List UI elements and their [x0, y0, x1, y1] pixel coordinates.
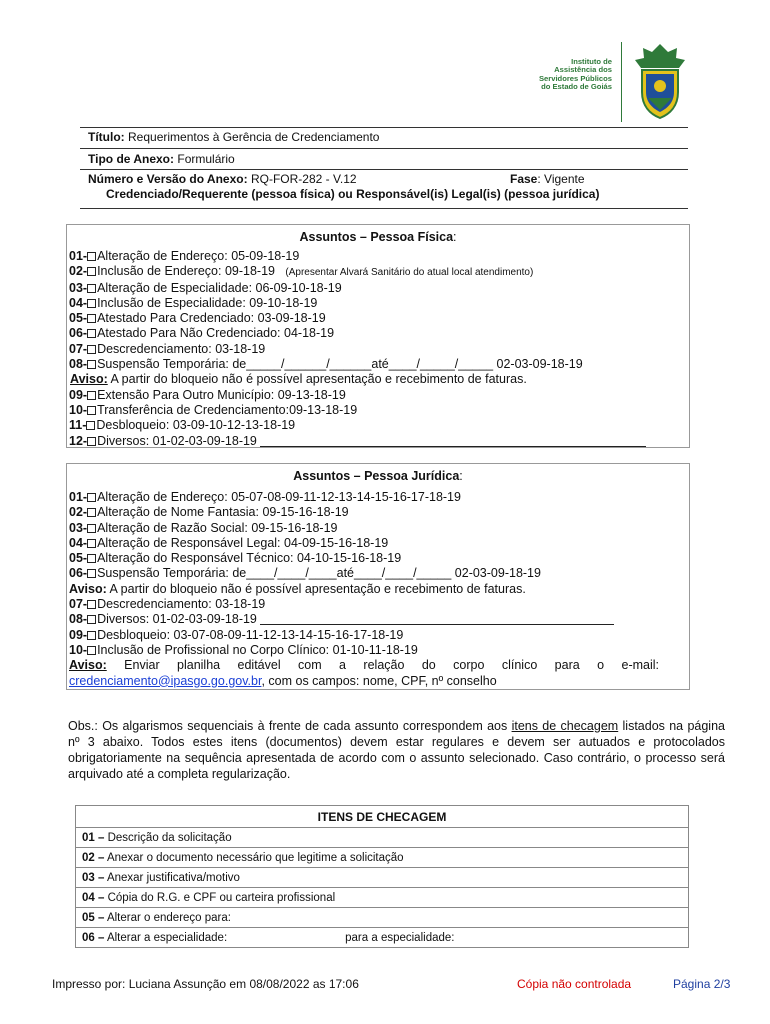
item-label: Suspensão Temporária: de_____/______/______até____/_____/_____ 02-03-09-18-19: [97, 357, 583, 372]
row-number: 05 –: [82, 911, 105, 924]
pj-aviso: [69, 582, 659, 597]
annex-type-row: [88, 152, 235, 166]
checkbox[interactable]: [87, 267, 96, 276]
pf-item-05[interactable]: [69, 311, 646, 326]
obs-text-after: listados na página nº 3 abaixo. Todos estes itens (documentos) devem estar regulares e devem ser autuados e protocolados obrigatoriamente na sequência apresentada de acordo com o assunto selecionado. Caso contrário, o processo será arquivado até a completa regularização.: [68, 719, 725, 781]
checkbox[interactable]: [87, 299, 96, 308]
pj-title-suffix: :: [459, 469, 463, 483]
pj-item-06[interactable]: [69, 566, 659, 581]
title-label: Título:: [88, 130, 125, 144]
item-number: 07-: [69, 341, 88, 356]
item-number: 06-: [69, 326, 88, 341]
table-row: [76, 848, 689, 868]
pf-item-07[interactable]: [69, 342, 646, 357]
annex-number-row: [88, 172, 357, 186]
item-number: 10-: [69, 402, 88, 417]
checkbox[interactable]: [87, 314, 96, 323]
row-text-2: para a especialidade:: [345, 931, 455, 944]
item-number: 07-: [69, 597, 88, 612]
item-label: Atestado Para Não Credenciado: 04-18-19: [97, 326, 335, 341]
row-number: 06 –: [82, 931, 105, 944]
aviso-text: A partir do bloqueio não é possível apresentação e recebimento de faturas.: [109, 581, 526, 596]
header-rule-3: [80, 169, 688, 170]
item-number: 02-: [69, 264, 88, 279]
pj-item-02[interactable]: [69, 505, 659, 520]
item-label: Alteração de Endereço: 05-07-08-09-11-12-13-14-15-16-17-18-19: [97, 490, 461, 504]
institution-logo-text: [536, 58, 612, 92]
item-label: Desbloqueio: 03-09-10-12-13-18-19: [96, 418, 296, 433]
aviso-text: Enviar planilha editável com a relação do corpo clínico para o e-mail:: [124, 658, 659, 673]
checkbox[interactable]: [87, 646, 96, 655]
obs-underlined: itens de checagem: [511, 719, 619, 733]
aviso-text: A partir do bloqueio não é possível apresentação e recebimento de faturas.: [110, 372, 527, 387]
item-number: 12-: [69, 433, 88, 448]
checklist-table: [75, 805, 689, 948]
item-label: Descredenciamento: 03-18-19: [97, 597, 266, 612]
checkbox[interactable]: [87, 508, 96, 517]
pj-title-text: Assuntos – Pessoa Jurídica: [293, 469, 460, 483]
aviso-label: Aviso:: [70, 372, 108, 387]
item-label: Inclusão de Endereço: 09-18-19: [97, 264, 275, 279]
item-number: 03-: [69, 280, 88, 295]
aviso-label: Aviso:: [69, 658, 107, 673]
row-number: 01 –: [82, 831, 105, 844]
row-text: Anexar o documento necessário que legitime a solicitação: [106, 851, 404, 864]
checkbox[interactable]: [87, 493, 96, 502]
item-number: 09-: [69, 387, 88, 402]
printed-by: Impresso por: Luciana Assunção em 08/08/2022 as 17:06: [52, 977, 359, 991]
checkbox[interactable]: [87, 524, 96, 533]
checkbox[interactable]: [87, 600, 96, 609]
pj-item-01[interactable]: [69, 490, 659, 505]
item-label: Alteração de Especialidade: 06-09-10-18-19: [97, 280, 342, 295]
email-link[interactable]: credenciamento@ipasgo.go.gov.br: [69, 673, 262, 688]
table-row: [76, 868, 689, 888]
item-number: 08-: [69, 612, 88, 627]
pf-item-01[interactable]: [69, 249, 646, 264]
phase-row: [510, 172, 585, 186]
aviso-label: Aviso:: [69, 581, 107, 596]
item-number: 04-: [69, 535, 88, 550]
row-number: 04 –: [82, 891, 105, 904]
item-number: 01-: [69, 249, 88, 263]
pj-item-07[interactable]: [69, 597, 659, 612]
header-rule-bottom: [80, 208, 688, 209]
item-label: Transferência de Credenciamento:09-13-18-19: [97, 402, 358, 417]
pf-title-text: Assuntos – Pessoa Física: [299, 230, 454, 244]
pessoa-juridica-title: [66, 469, 690, 483]
pf-aviso: [69, 372, 646, 387]
row-number: 02 –: [82, 851, 105, 864]
pf-item-12[interactable]: [69, 434, 646, 449]
logo-line-3: Servidores Públicos: [538, 73, 612, 83]
item-number: 01-: [69, 490, 88, 504]
pj-email-line: [69, 674, 659, 689]
pj-item-05[interactable]: [69, 551, 659, 566]
item-label: Alteração de Nome Fantasia: 09-15-16-18-19: [97, 505, 349, 520]
checkbox[interactable]: [87, 345, 96, 354]
item-number: 05-: [69, 551, 88, 566]
checkbox[interactable]: [87, 569, 96, 578]
pf-item-11[interactable]: [69, 418, 646, 433]
item-label: Alteração de Responsável Legal: 04-09-15-16-18-19: [97, 535, 389, 550]
pf-title-suffix: :: [453, 230, 457, 244]
item-label: Descredenciamento: 03-18-19: [97, 341, 266, 356]
item-label: Alteração do Responsável Técnico: 04-10-15-16-18-19: [97, 551, 402, 566]
pf-item-09[interactable]: [69, 388, 646, 403]
checkbox[interactable]: [87, 284, 96, 293]
logo-line-4: do Estado de Goiás: [541, 82, 612, 92]
item-number: 03-: [69, 520, 88, 535]
pj-aviso-email: [69, 658, 659, 673]
uncontrolled-copy-label: Cópia não controlada: [517, 977, 632, 991]
row-text: Alterar o endereço para:: [106, 911, 231, 924]
checklist-title: ITENS DE CHECAGEM: [76, 806, 689, 828]
checkbox[interactable]: [87, 631, 96, 640]
item-label: Alteração de Endereço: 05-09-18-19: [97, 249, 300, 263]
item-number: 10-: [69, 642, 88, 657]
row-text: Anexar justificativa/motivo: [106, 871, 240, 884]
pf-item-06[interactable]: [69, 326, 646, 341]
item-label: Inclusão de Profissional no Corpo Clínico: 01-10-11-18-19: [97, 642, 418, 657]
checkbox[interactable]: [87, 252, 96, 261]
row-number: 03 –: [82, 871, 105, 884]
checkbox[interactable]: [87, 360, 96, 369]
row-text: Alterar a especialidade:: [106, 931, 228, 944]
phase-value: : Vigente: [537, 172, 585, 186]
header-rule-top: [80, 127, 688, 128]
checkbox[interactable]: [87, 615, 96, 624]
item-label: Extensão Para Outro Município: 09-13-18-19: [97, 387, 346, 402]
pessoa-fisica-title: [66, 230, 690, 244]
number-value: RQ-FOR-282 - V.12: [250, 172, 357, 186]
pj-item-03[interactable]: [69, 521, 659, 536]
item-label: Desbloqueio: 03-07-08-09-11-12-13-14-15-16-17-18-19: [97, 627, 404, 642]
item-label: Diversos: 01-02-03-09-18-19: [97, 433, 257, 448]
page-number: Página 2/3: [673, 977, 731, 991]
type-label: Tipo de Anexo:: [88, 152, 175, 166]
item-label: Diversos: 01-02-03-09-18-19: [97, 612, 257, 627]
logo-divider: [621, 42, 622, 122]
item-number: 05-: [69, 311, 88, 326]
item-label: Suspensão Temporária: de____/____/____até____/____/_____ 02-03-09-18-19: [97, 566, 541, 581]
phase-label: Fase: [510, 172, 538, 186]
number-label: Número e Versão do Anexo:: [88, 172, 248, 186]
item-note: (Apresentar Alvará Sanitário do atual local atendimento): [285, 267, 534, 279]
table-row: [76, 928, 689, 948]
title-value: Requerimentos à Gerência de Credenciamento: [128, 130, 380, 144]
pj-diversos-blank-field[interactable]: [260, 613, 614, 625]
checkbox[interactable]: [87, 437, 96, 446]
document-title-row: [88, 130, 379, 144]
header-rule-2: [80, 148, 688, 149]
type-value: Formulário: [177, 152, 235, 166]
logo-line-1: Instituto de: [571, 57, 612, 66]
checkbox[interactable]: [87, 539, 96, 548]
table-row: [76, 828, 689, 848]
checkbox[interactable]: [86, 421, 95, 430]
checkbox[interactable]: [87, 391, 96, 400]
row-text: Cópia do R.G. e CPF ou carteira profissional: [107, 891, 336, 904]
item-label: Atestado Para Credenciado: 03-09-18-19: [97, 311, 326, 326]
pj-item-09[interactable]: [69, 628, 659, 643]
table-row: [76, 888, 689, 908]
email-fields-text: , com os campos: nome, CPF, nº conselho: [261, 673, 497, 688]
pj-item-04[interactable]: [69, 536, 659, 551]
pessoa-fisica-list: [69, 249, 646, 449]
item-number: 02-: [69, 505, 88, 520]
pf-item-03[interactable]: [69, 281, 646, 296]
requester-subtitle: Credenciado/Requerente (pessoa física) ou Responsável(is) Legal(is) (pessoa jurídica): [106, 187, 600, 201]
item-number: 11-: [69, 418, 87, 433]
item-number: 09-: [69, 627, 88, 642]
observation-paragraph: [68, 718, 725, 782]
checkbox[interactable]: [87, 329, 96, 338]
item-label: Alteração de Razão Social: 09-15-16-18-19: [97, 520, 338, 535]
pf-item-08[interactable]: [69, 357, 646, 372]
checkbox[interactable]: [87, 406, 96, 415]
obs-text-before: Obs.: Os algarismos sequenciais à frente de cada assunto correspondem aos: [68, 719, 512, 733]
pf-item-04[interactable]: [69, 296, 646, 311]
item-number: 08-: [69, 357, 88, 372]
item-number: 06-: [69, 566, 88, 581]
logo-line-2: Assistência dos: [554, 65, 612, 75]
pessoa-juridica-list: [69, 490, 659, 689]
checkbox[interactable]: [87, 554, 96, 563]
pf-item-02[interactable]: [69, 264, 646, 280]
state-seal-icon: [632, 42, 688, 120]
pj-item-08[interactable]: [69, 612, 659, 627]
pj-item-10[interactable]: [69, 643, 659, 658]
diversos-blank-field[interactable]: [260, 435, 646, 447]
table-row: [76, 908, 689, 928]
row-text: Descrição da solicitação: [107, 831, 232, 844]
item-number: 04-: [69, 295, 88, 310]
pf-item-10[interactable]: [69, 403, 646, 418]
item-label: Inclusão de Especialidade: 09-10-18-19: [97, 295, 318, 310]
